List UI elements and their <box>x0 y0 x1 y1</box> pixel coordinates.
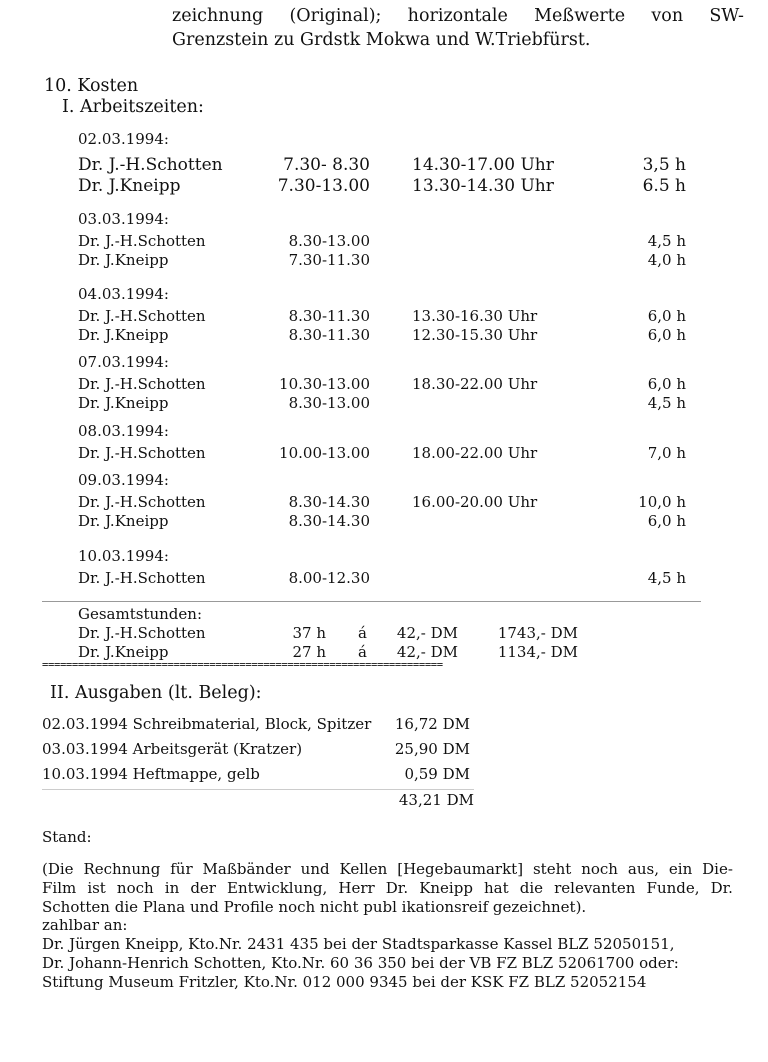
note-word: Funde, <box>646 879 700 897</box>
entry-name: Dr. J.-H.Schotten <box>78 307 206 325</box>
total-sign: á <box>358 624 367 642</box>
entry-name: Dr. J.-H.Schotten <box>78 569 206 587</box>
entry-hours: 4,0 h <box>647 251 686 269</box>
note-word: noch <box>116 879 154 897</box>
total-hours: 37 h <box>292 624 326 642</box>
note-word: Kellen <box>339 860 388 878</box>
day-date: 09.03.1994: <box>78 471 169 489</box>
expenses-title: II. Ausgaben (lt. Beleg): <box>50 683 262 703</box>
entry-name: Dr. J.Kneipp <box>78 512 169 530</box>
expenses-sum-line <box>42 789 474 790</box>
entry-time-2: 18.00-22.00 Uhr <box>412 444 538 462</box>
note-word: Die- <box>702 860 733 878</box>
total-sign: á <box>358 643 367 661</box>
total-name: Dr. J.Kneipp <box>78 643 169 661</box>
entry-name: Dr. J.Kneipp <box>78 394 169 412</box>
entry-hours: 4,5 h <box>647 394 686 412</box>
entry-name: Dr. J.Kneipp <box>78 251 169 269</box>
intro-word: horizontale <box>407 6 508 26</box>
total-hours: 27 h <box>292 643 326 661</box>
entry-time-1: 8.30-13.00 <box>288 394 370 412</box>
note-word: relevanten <box>554 879 636 897</box>
entry-time-1: 7.30- 8.30 <box>283 155 370 175</box>
note-word: Film <box>42 879 77 897</box>
entry-time-2: 14.30-17.00 Uhr <box>412 155 554 175</box>
account-line: Stiftung Museum Fritzler, Kto.Nr. 012 000 9345 bei der KSK FZ BLZ 52052154 <box>42 973 647 991</box>
entry-name: Dr. J.-H.Schotten <box>78 444 206 462</box>
entry-hours: 6.5 h <box>642 176 686 196</box>
note-word: ein <box>668 860 693 878</box>
entry-hours: 10,0 h <box>638 493 686 511</box>
entry-time-2: 13.30-16.30 Uhr <box>412 307 538 325</box>
note-line-2 <box>42 879 733 897</box>
note-word: Dr. <box>385 879 409 897</box>
expenses-total: 43,21 DM <box>398 791 474 809</box>
entry-name: Dr. J.-H.Schotten <box>78 232 206 250</box>
account-line: Dr. Johann-Henrich Schotten, Kto.Nr. 60 36 350 bei der VB FZ BLZ 52061700 oder: <box>42 954 679 972</box>
expense-amount: 0,59 DM <box>404 765 470 783</box>
note-word: aus, <box>627 860 659 878</box>
note-word: steht <box>532 860 572 878</box>
day-date: 07.03.1994: <box>78 353 169 371</box>
intro-word: Meßwerte <box>534 6 626 26</box>
day-date: 08.03.1994: <box>78 422 169 440</box>
total-rate: 42,- DM <box>396 624 458 642</box>
note-word: ist <box>87 879 106 897</box>
entry-time-1: 8.30-11.30 <box>288 326 370 344</box>
note-word: Rechnung <box>83 860 161 878</box>
note-line-1 <box>42 860 733 878</box>
intro-word: von <box>651 6 684 26</box>
entry-time-1: 8.30-11.30 <box>288 307 370 325</box>
entry-hours: 6,0 h <box>647 326 686 344</box>
totals-label: Gesamtstunden: <box>78 605 202 623</box>
total-sum: 1743,- DM <box>497 624 578 642</box>
entry-hours: 7,0 h <box>647 444 686 462</box>
entry-time-2: 12.30-15.30 Uhr <box>412 326 538 344</box>
separator-line <box>42 601 701 602</box>
note-line-3: Schotten die Plana und Profile noch nicht publ ikationsreif gezeichnet). <box>42 898 587 916</box>
expense-amount: 16,72 DM <box>394 715 470 733</box>
total-sum: 1134,- DM <box>497 643 578 661</box>
note-word: in <box>164 879 180 897</box>
section-title: 10. Kosten <box>44 76 139 96</box>
note-word: und <box>300 860 330 878</box>
note-word: hat <box>484 879 509 897</box>
day-date: 04.03.1994: <box>78 285 169 303</box>
entry-hours: 4,5 h <box>647 232 686 250</box>
entry-time-2: 13.30-14.30 Uhr <box>412 176 554 196</box>
note-word: Kneipp <box>419 879 473 897</box>
note-word: Herr <box>338 879 375 897</box>
note-word: Dr. <box>710 879 733 897</box>
expense-amount: 25,90 DM <box>394 740 470 758</box>
entry-time-1: 7.30-13.00 <box>277 176 370 196</box>
stand-label: Stand: <box>42 828 92 846</box>
intro-word: SW- <box>709 6 744 26</box>
entry-time-1: 7.30-11.30 <box>288 251 370 269</box>
total-rate: 42,- DM <box>396 643 458 661</box>
entry-name: Dr. J.Kneipp <box>78 326 169 344</box>
entry-hours: 6,0 h <box>647 375 686 393</box>
note-word: der <box>190 879 216 897</box>
subsection-title: I. Arbeitszeiten: <box>62 97 204 117</box>
entry-time-1: 8.30-13.00 <box>288 232 370 250</box>
expense-text: 02.03.1994 Schreibmaterial, Block, Spitzer <box>42 715 372 733</box>
entry-hours: 6,0 h <box>647 307 686 325</box>
day-date: 03.03.1994: <box>78 210 169 228</box>
entry-time-2: 18.30-22.00 Uhr <box>412 375 538 393</box>
expense-text: 03.03.1994 Arbeitsgerät (Kratzer) <box>42 740 303 758</box>
entry-time-1: 8.30-14.30 <box>288 493 370 511</box>
intro-line-1 <box>172 6 744 26</box>
note-word: (Die <box>42 860 74 878</box>
entry-name: Dr. J.-H.Schotten <box>78 155 223 175</box>
note-word: [Hegebaumarkt] <box>397 860 524 878</box>
note-word: die <box>519 879 544 897</box>
entry-hours: 3,5 h <box>642 155 686 175</box>
entry-name: Dr. J.-H.Schotten <box>78 375 206 393</box>
intro-word: (Original); <box>289 6 382 26</box>
intro-word: zeichnung <box>172 6 264 26</box>
entry-hours: 4,5 h <box>647 569 686 587</box>
note-word: noch <box>581 860 618 878</box>
day-date: 10.03.1994: <box>78 547 169 565</box>
entry-name: Dr. J.-H.Schotten <box>78 493 206 511</box>
entry-name: Dr. J.Kneipp <box>78 176 181 196</box>
note-word: Entwicklung, <box>227 879 328 897</box>
entry-time-1: 8.30-14.30 <box>288 512 370 530</box>
total-name: Dr. J.-H.Schotten <box>78 624 206 642</box>
account-line: Dr. Jürgen Kneipp, Kto.Nr. 2431 435 bei der Stadtsparkasse Kassel BLZ 52050151, <box>42 935 675 953</box>
expense-text: 10.03.1994 Heftmappe, gelb <box>42 765 260 783</box>
note-word: Maßbänder <box>202 860 291 878</box>
entry-time-1: 8.00-12.30 <box>288 569 370 587</box>
day-date: 02.03.1994: <box>78 130 169 148</box>
note-word: für <box>170 860 193 878</box>
payable-label: zahlbar an: <box>42 916 128 934</box>
entry-hours: 6,0 h <box>647 512 686 530</box>
entry-time-2: 16.00-20.00 Uhr <box>412 493 538 511</box>
entry-time-1: 10.30-13.00 <box>279 375 370 393</box>
double-rule: =================================================================== <box>42 660 443 670</box>
intro-line-2: Grenzstein zu Grdstk Mokwa und W.Triebfürst. <box>172 30 591 50</box>
entry-time-1: 10.00-13.00 <box>279 444 370 462</box>
